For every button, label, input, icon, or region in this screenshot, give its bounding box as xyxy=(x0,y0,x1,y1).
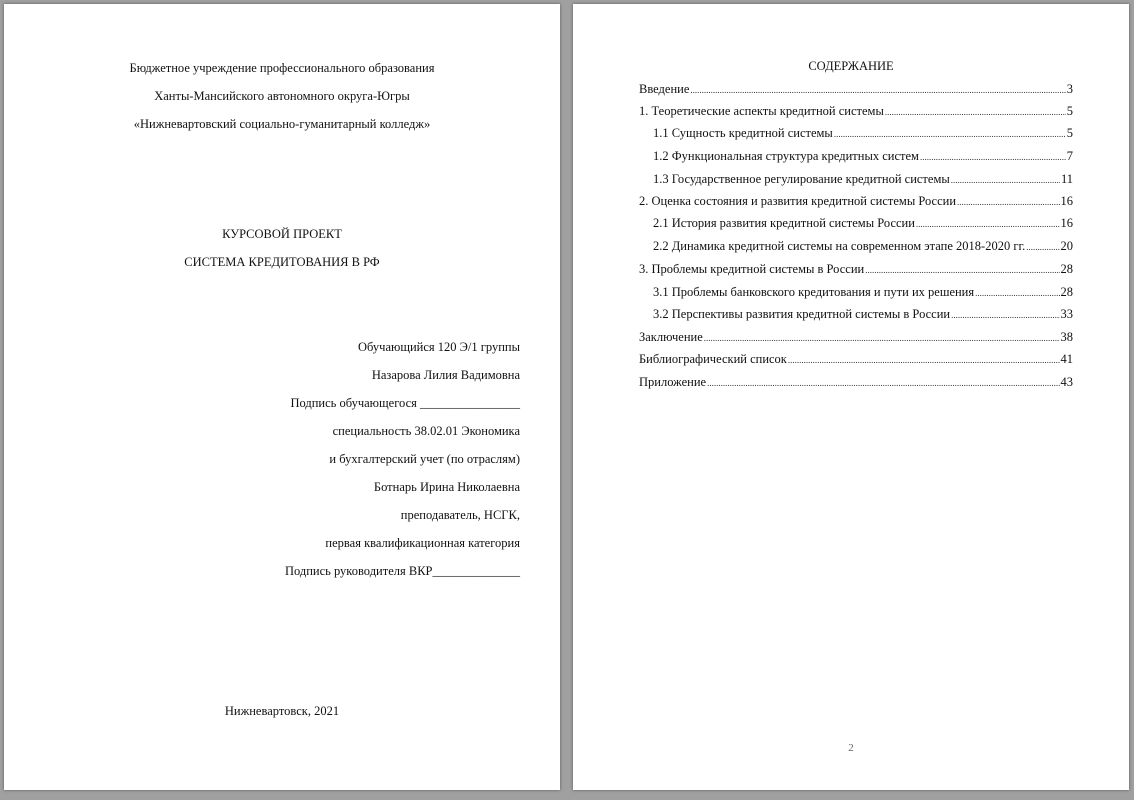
detail-student-name: Назарова Лилия Вадимовна xyxy=(371,368,520,382)
toc-entry-page: 3 xyxy=(1066,82,1073,96)
toc-entry-label: Приложение xyxy=(639,375,707,389)
toc-leader-dots xyxy=(704,329,1060,346)
project-title: СИСТЕМА КРЕДИТОВАНИЯ В РФ xyxy=(184,255,380,269)
toc-entry xyxy=(653,215,1073,232)
institution-line-1: Бюджетное учреждение профессионального образования xyxy=(129,61,435,75)
toc-leader-dots xyxy=(865,261,1059,278)
toc-leader-dots xyxy=(975,284,1059,301)
toc-entry xyxy=(653,171,1073,188)
toc-leader-dots xyxy=(920,148,1066,165)
toc-entry-page: 11 xyxy=(1060,172,1073,186)
detail-specialty-cont: и бухгалтерский учет (по отраслям) xyxy=(329,452,520,466)
toc-entry xyxy=(639,374,1073,391)
toc-entry xyxy=(653,306,1073,323)
toc-leader-dots xyxy=(916,215,1060,232)
detail-supervisor-position: преподаватель, НСГК, xyxy=(400,508,520,522)
toc-entry xyxy=(653,148,1073,165)
toc-leader-dots xyxy=(951,306,1059,323)
toc-entry-label: 1.2 Функциональная структура кредитных систем xyxy=(653,149,919,163)
toc-leader-dots xyxy=(1026,238,1059,255)
toc-entry-page: 7 xyxy=(1066,149,1073,163)
toc-page xyxy=(573,4,1129,790)
detail-supervisor-category: первая квалификационная категория xyxy=(325,536,520,550)
page-number: 2 xyxy=(848,742,854,754)
city-year: Нижневартовск, 2021 xyxy=(224,704,340,718)
toc-entry-page: 16 xyxy=(1060,194,1073,208)
toc-leader-dots xyxy=(690,81,1065,98)
toc-leader-dots xyxy=(788,351,1060,368)
toc-entry-page: 28 xyxy=(1060,285,1073,299)
toc-entry-label: 2.2 Динамика кредитной системы на современном этапе 2018-2020 гг. xyxy=(653,239,1026,253)
toc-entry xyxy=(639,81,1073,98)
toc-entry-label: 1.1 Сущность кредитной системы xyxy=(653,126,833,140)
toc-entry xyxy=(639,103,1073,120)
detail-group: Обучающийся 120 Э/1 группы xyxy=(358,340,520,354)
toc-leader-dots xyxy=(885,103,1066,120)
toc-leader-dots xyxy=(834,125,1066,142)
toc-entry xyxy=(653,125,1073,142)
toc-entry-label: 2.1 История развития кредитной системы России xyxy=(653,216,915,230)
toc-entry-label: Заключение xyxy=(639,330,703,344)
toc-entry-page: 43 xyxy=(1060,375,1073,389)
detail-supervisor-signature: Подпись руководителя ВКР______________ xyxy=(284,564,520,578)
toc-entry-label: Введение xyxy=(639,82,690,96)
toc-entry xyxy=(639,351,1073,368)
toc-entry xyxy=(639,193,1073,210)
toc-entry-page: 20 xyxy=(1060,239,1073,253)
detail-student-signature: Подпись обучающегося ________________ xyxy=(290,396,520,410)
toc-entry xyxy=(653,238,1073,255)
project-type: КУРСОВОЙ ПРОЕКТ xyxy=(222,227,342,241)
toc-entry-label: 3.2 Перспективы развития кредитной системы в России xyxy=(653,307,951,321)
toc-entry-label: Библиографический список xyxy=(639,352,787,366)
toc-title: СОДЕРЖАНИЕ xyxy=(808,59,894,73)
toc-entry-page: 33 xyxy=(1060,307,1073,321)
toc-entry xyxy=(639,329,1073,346)
detail-supervisor-name: Ботнарь Ирина Николаевна xyxy=(373,480,520,494)
toc-entry-label: 2. Оценка состояния и развития кредитной системы России xyxy=(639,194,957,208)
toc-entry-page: 5 xyxy=(1066,126,1073,140)
toc-entry-page: 16 xyxy=(1060,216,1073,230)
toc-entry-label: 3. Проблемы кредитной системы в России xyxy=(639,262,865,276)
title-page xyxy=(4,4,560,790)
toc-entry-label: 3.1 Проблемы банковского кредитования и пути их решения xyxy=(653,285,975,299)
toc-leader-dots xyxy=(707,374,1059,391)
institution-line-2: Ханты-Мансийского автономного округа-Югры xyxy=(154,89,410,103)
toc-entry-page: 38 xyxy=(1060,330,1073,344)
toc-entry-page: 41 xyxy=(1060,352,1073,366)
toc-leader-dots xyxy=(957,193,1059,210)
toc-leader-dots xyxy=(951,171,1060,188)
institution-line-3: «Нижневартовский социально-гуманитарный колледж» xyxy=(133,117,431,131)
toc-entry-page: 28 xyxy=(1060,262,1073,276)
toc-entry-label: 1. Теоретические аспекты кредитной системы xyxy=(639,104,884,118)
toc-entry xyxy=(653,284,1073,301)
toc-entry xyxy=(639,261,1073,278)
toc-entry-page: 5 xyxy=(1066,104,1073,118)
toc-entry-label: 1.3 Государственное регулирование кредитной системы xyxy=(653,172,950,186)
detail-specialty: специальность 38.02.01 Экономика xyxy=(332,424,520,438)
